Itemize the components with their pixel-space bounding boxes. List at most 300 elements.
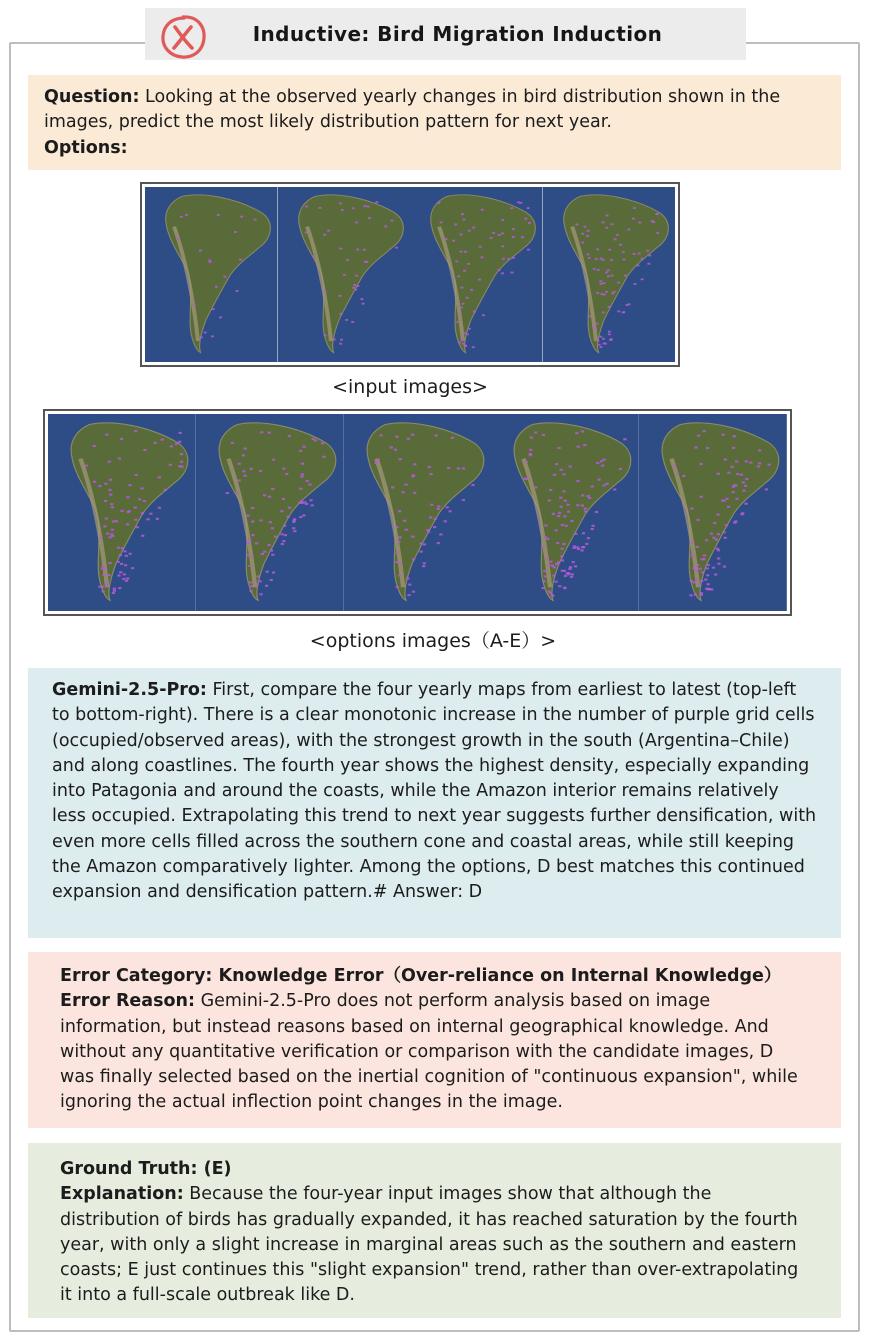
bird-observation-dot [259, 519, 262, 521]
bird-observation-dot [111, 529, 114, 531]
page-title: Inductive: Bird Migration Induction [252, 22, 663, 46]
bird-observation-dot [706, 447, 709, 449]
bird-observation-dot [304, 232, 307, 234]
bird-observation-dot [267, 432, 270, 434]
bird-observation-dot [740, 474, 743, 476]
bird-observation-dot [423, 543, 426, 545]
bird-observation-dot [204, 332, 207, 334]
bird-observation-dot [437, 505, 440, 507]
bird-observation-dot [175, 443, 178, 445]
bird-observation-dot [270, 527, 273, 529]
bird-observation-dot [548, 590, 551, 592]
bird-observation-dot [248, 539, 251, 541]
bird-observation-dot [391, 486, 394, 488]
bird-observation-dot [398, 574, 401, 576]
bird-observation-dot [481, 256, 484, 258]
bird-observation-dot [632, 207, 635, 209]
bird-observation-dot [638, 222, 641, 224]
bird-observation-dot [637, 253, 640, 255]
bird-observation-dot [583, 226, 586, 228]
bird-observation-dot [632, 253, 635, 255]
bird-observation-dot [450, 437, 453, 439]
bird-observation-dot [239, 259, 242, 261]
bird-observation-dot [413, 463, 416, 465]
bird-observation-dot [597, 344, 600, 346]
bird-observation-dot [411, 475, 414, 477]
bird-observation-dot [694, 594, 697, 596]
bird-observation-dot [559, 585, 562, 587]
bird-observation-dot [743, 490, 746, 492]
bird-observation-dot [599, 346, 602, 348]
bird-observation-dot [309, 499, 312, 501]
bird-observation-dot [622, 311, 625, 313]
bird-observation-dot [581, 430, 584, 432]
bird-observation-dot [154, 442, 157, 444]
bird-observation-dot [462, 343, 465, 345]
question-text: Looking at the observed yearly changes in bird distribution shown in the images, predict the most likely distribution pattern for next year. [44, 87, 781, 133]
bird-observation-dot [246, 542, 249, 544]
bird-observation-dot [700, 463, 703, 465]
bird-observation-dot [575, 533, 578, 535]
bird-observation-dot [511, 272, 514, 274]
bird-observation-dot [607, 331, 610, 333]
bird-observation-dot [542, 434, 545, 436]
bird-observation-dot [550, 561, 553, 563]
bird-observation-dot [433, 518, 436, 520]
bird-observation-dot [463, 332, 466, 334]
bird-observation-dot [395, 526, 398, 528]
bird-observation-dot [696, 546, 699, 548]
bird-observation-dot [433, 526, 436, 528]
bird-observation-dot [718, 563, 721, 565]
bird-observation-dot [552, 513, 555, 515]
bird-observation-dot [605, 215, 608, 217]
bird-observation-dot [697, 435, 700, 437]
bird-observation-dot [374, 462, 377, 464]
bird-observation-dot [561, 555, 564, 557]
bird-observation-dot [118, 587, 121, 589]
bird-observation-dot [143, 500, 146, 502]
bird-observation-dot [682, 475, 685, 477]
bird-observation-dot [757, 465, 760, 467]
bird-observation-dot [478, 279, 481, 281]
bird-observation-dot [135, 474, 138, 476]
bird-observation-dot [582, 532, 585, 534]
input-images-caption: <input images> [332, 376, 488, 398]
bird-observation-dot [180, 461, 183, 463]
bird-observation-dot [457, 321, 460, 323]
bird-observation-dot [375, 201, 378, 203]
bird-observation-dot [443, 520, 446, 522]
options-label: Options: [44, 137, 128, 158]
bird-observation-dot [704, 579, 707, 581]
bird-observation-dot [599, 336, 602, 338]
bird-observation-dot [555, 581, 558, 583]
bird-observation-dot [577, 546, 580, 548]
bird-observation-dot [265, 585, 268, 587]
bird-observation-dot [698, 584, 701, 586]
bird-observation-dot [461, 338, 464, 340]
explanation-text: Because the four-year input images show that although the distribution of birds has gradually expanded, it has reached saturation by the fourth year, with only a slight increase in marginal areas such as the southern and eastern coasts; E just continues this "slight expansion" trend, rather than over-extrapolating it into a full-scale outbreak like D. [60, 1184, 799, 1306]
bird-observation-dot [93, 445, 96, 447]
bird-observation-dot [120, 438, 123, 440]
bird-observation-dot [596, 340, 599, 342]
bird-observation-dot [292, 527, 295, 529]
bird-observation-dot [327, 230, 330, 232]
bird-observation-dot [272, 459, 275, 461]
bird-observation-dot [411, 591, 414, 593]
bird-observation-dot [323, 334, 326, 336]
bird-observation-dot [498, 269, 501, 271]
bird-observation-dot [161, 439, 164, 441]
model-label: Gemini-2.5-Pro: [52, 680, 207, 700]
bird-observation-dot [712, 567, 715, 569]
bird-observation-dot [259, 470, 262, 472]
input-map-3 [410, 187, 543, 362]
bird-observation-dot [724, 537, 727, 539]
bird-observation-dot [463, 270, 466, 272]
bird-observation-dot [292, 521, 295, 523]
bird-observation-dot [563, 570, 566, 572]
bird-observation-dot [705, 539, 708, 541]
bird-observation-dot [413, 492, 416, 494]
bird-observation-dot [512, 228, 515, 230]
bird-observation-dot [716, 548, 719, 550]
bird-observation-dot [676, 472, 679, 474]
error-analysis-box [28, 952, 841, 1128]
bird-observation-dot [103, 525, 106, 527]
bird-observation-dot [259, 593, 262, 595]
bird-observation-dot [542, 546, 545, 548]
bird-observation-dot [701, 571, 704, 573]
bird-observation-dot [406, 438, 409, 440]
bird-observation-dot [706, 574, 709, 576]
bird-observation-dot [510, 207, 513, 209]
bird-observation-dot [105, 584, 108, 586]
bird-observation-dot [110, 503, 113, 505]
bird-observation-dot [379, 434, 382, 436]
bird-observation-dot [565, 525, 568, 527]
bird-observation-dot [126, 577, 129, 579]
bird-observation-dot [455, 260, 458, 262]
bird-observation-dot [592, 525, 595, 527]
bird-observation-dot [430, 504, 433, 506]
bird-observation-dot [235, 492, 238, 494]
bird-observation-dot [112, 592, 115, 594]
bird-observation-dot [461, 213, 464, 215]
bird-observation-dot [108, 461, 111, 463]
bird-observation-dot [169, 464, 172, 466]
bird-observation-dot [185, 214, 188, 216]
bird-observation-dot [741, 513, 744, 515]
bird-observation-dot [502, 258, 505, 260]
bird-observation-dot [269, 579, 272, 581]
bird-observation-dot [569, 566, 572, 568]
bird-observation-dot [700, 496, 703, 498]
bird-observation-dot [700, 580, 703, 582]
bird-observation-dot [723, 531, 726, 533]
bird-observation-dot [351, 321, 354, 323]
bird-observation-dot [564, 515, 567, 517]
bird-observation-dot [404, 529, 407, 531]
bird-observation-dot [419, 543, 422, 545]
bird-observation-dot [125, 555, 128, 557]
bird-observation-dot [138, 498, 141, 500]
bird-observation-dot [102, 574, 105, 576]
bird-observation-dot [470, 289, 473, 291]
bird-observation-dot [692, 567, 695, 569]
bird-observation-dot [524, 478, 527, 480]
bird-observation-dot [302, 514, 305, 516]
bird-observation-dot [567, 511, 570, 513]
bird-observation-dot [101, 565, 104, 567]
bird-observation-dot [464, 251, 467, 253]
bird-observation-dot [211, 335, 214, 337]
bird-observation-dot [640, 278, 643, 280]
bird-observation-dot [736, 473, 739, 475]
bird-observation-dot [570, 576, 573, 578]
bird-observation-dot [530, 437, 533, 439]
option-map-4 [491, 414, 639, 611]
bird-observation-dot [108, 562, 111, 564]
bird-observation-dot [445, 238, 448, 240]
bird-observation-dot [282, 498, 285, 500]
bird-observation-dot [113, 588, 116, 590]
bird-observation-dot [260, 431, 263, 433]
bird-observation-dot [596, 248, 599, 250]
bird-observation-dot [586, 230, 589, 232]
bird-observation-dot [242, 454, 245, 456]
bird-observation-dot [361, 303, 364, 305]
bird-observation-dot [460, 251, 463, 253]
bird-observation-dot [587, 257, 590, 259]
bird-observation-dot [180, 216, 183, 218]
bird-observation-dot [345, 319, 348, 321]
bird-observation-dot [710, 533, 713, 535]
bird-observation-dot [223, 276, 226, 278]
bird-observation-dot [236, 290, 239, 292]
bird-observation-dot [208, 259, 211, 261]
bird-observation-dot [617, 282, 620, 284]
bird-observation-dot [457, 275, 460, 277]
bird-observation-dot [164, 489, 167, 491]
bird-observation-dot [353, 284, 356, 286]
bird-observation-dot [404, 484, 407, 486]
bird-observation-dot [606, 269, 609, 271]
bird-observation-dot [363, 205, 366, 207]
bird-observation-dot [170, 445, 173, 447]
bird-observation-dot [263, 551, 266, 553]
bird-observation-dot [408, 584, 411, 586]
model-answer-box [28, 668, 841, 938]
bird-observation-dot [452, 240, 455, 242]
bird-observation-dot [564, 587, 567, 589]
bird-observation-dot [212, 308, 215, 310]
bird-observation-dot [581, 494, 584, 496]
bird-observation-dot [237, 479, 240, 481]
bird-observation-dot [736, 498, 739, 500]
bird-observation-dot [398, 536, 401, 538]
bird-observation-dot [109, 494, 112, 496]
bird-observation-dot [577, 504, 580, 506]
bird-observation-dot [534, 486, 537, 488]
bird-observation-dot [434, 434, 437, 436]
bird-observation-dot [117, 574, 120, 576]
bird-observation-dot [270, 550, 273, 552]
bird-observation-dot [599, 258, 602, 260]
bird-observation-dot [544, 570, 547, 572]
bird-observation-dot [149, 513, 152, 515]
bird-observation-dot [624, 438, 627, 440]
options-image-strip [48, 414, 787, 611]
bird-observation-dot [745, 503, 748, 505]
bird-observation-dot [561, 548, 564, 550]
bird-observation-dot [118, 457, 121, 459]
bird-observation-dot [633, 283, 636, 285]
bird-observation-dot [158, 476, 161, 478]
bird-observation-dot [397, 541, 400, 543]
bird-observation-dot [607, 306, 610, 308]
bird-observation-dot [340, 209, 343, 211]
bird-observation-dot [472, 346, 475, 348]
bird-observation-dot [460, 307, 463, 309]
bird-observation-dot [360, 298, 363, 300]
bird-observation-dot [250, 585, 253, 587]
bird-observation-dot [690, 580, 693, 582]
bird-observation-dot [482, 314, 485, 316]
bird-observation-dot [356, 285, 359, 287]
bird-observation-dot [712, 537, 715, 539]
bird-observation-dot [691, 542, 694, 544]
bird-observation-dot [340, 339, 343, 341]
bird-observation-dot [749, 462, 752, 464]
bird-observation-dot [115, 520, 118, 522]
bird-observation-dot [549, 489, 552, 491]
bird-observation-dot [312, 255, 315, 257]
bird-observation-dot [603, 484, 606, 486]
bird-observation-dot [601, 465, 604, 467]
bird-observation-dot [261, 553, 264, 555]
bird-observation-dot [113, 590, 116, 592]
bird-observation-dot [501, 233, 504, 235]
bird-observation-dot [119, 571, 122, 573]
bird-observation-dot [595, 511, 598, 513]
bird-observation-dot [555, 529, 558, 531]
bird-observation-dot [321, 442, 324, 444]
bird-observation-dot [401, 491, 404, 493]
bird-observation-dot [462, 303, 465, 305]
bird-observation-dot [623, 275, 626, 277]
bird-observation-dot [534, 431, 537, 433]
bird-observation-dot [581, 504, 584, 506]
bird-observation-dot [647, 263, 650, 265]
bird-observation-dot [600, 460, 603, 462]
bird-observation-dot [468, 230, 471, 232]
bird-observation-dot [606, 483, 609, 485]
bird-observation-dot [723, 566, 726, 568]
bird-observation-dot [141, 535, 144, 537]
bird-observation-dot [339, 343, 342, 345]
bird-observation-dot [124, 564, 127, 566]
bird-observation-dot [521, 236, 524, 238]
bird-observation-dot [524, 218, 527, 220]
bird-observation-dot [501, 245, 504, 247]
bird-observation-dot [733, 484, 736, 486]
bird-observation-dot [604, 271, 607, 273]
bird-observation-dot [143, 449, 146, 451]
bird-observation-dot [243, 475, 246, 477]
bird-observation-dot [612, 291, 615, 293]
bird-observation-dot [141, 512, 144, 514]
bird-observation-dot [284, 534, 287, 536]
bird-observation-dot [367, 217, 370, 219]
bird-observation-dot [707, 583, 710, 585]
bird-observation-dot [702, 558, 705, 560]
bird-observation-dot [288, 507, 291, 509]
bird-observation-dot [209, 261, 212, 263]
input-image-strip [145, 187, 675, 362]
bird-observation-dot [573, 545, 576, 547]
bird-observation-dot [454, 224, 457, 226]
bird-observation-dot [586, 254, 589, 256]
bird-observation-dot [640, 258, 643, 260]
bird-observation-dot [571, 573, 574, 575]
bird-observation-dot [302, 446, 305, 448]
bird-observation-dot [745, 478, 748, 480]
bird-observation-dot [219, 317, 222, 319]
input-map-2 [278, 187, 411, 362]
bird-observation-dot [123, 573, 126, 575]
bird-observation-dot [460, 234, 463, 236]
bird-observation-dot [601, 338, 604, 340]
bird-observation-dot [318, 207, 321, 209]
bird-observation-dot [283, 525, 286, 527]
bird-observation-dot [530, 449, 533, 451]
bird-observation-dot [560, 497, 563, 499]
bird-observation-dot [564, 575, 567, 577]
bird-observation-dot [248, 565, 251, 567]
red-x-circle-icon [157, 12, 209, 62]
bird-observation-dot [240, 216, 243, 218]
bird-observation-dot [399, 563, 402, 565]
bird-observation-dot [366, 206, 369, 208]
bird-observation-dot [501, 272, 504, 274]
bird-observation-dot [134, 519, 137, 521]
bird-observation-dot [271, 554, 274, 556]
bird-observation-dot [246, 554, 249, 556]
bird-observation-dot [231, 442, 234, 444]
bird-observation-dot [581, 242, 584, 244]
bird-observation-dot [140, 487, 143, 489]
error-category: Error Category: Knowledge Error（Over-reliance on Internal Knowledge） [60, 966, 782, 986]
bird-observation-dot [632, 218, 635, 220]
bird-observation-dot [117, 561, 120, 563]
bird-observation-dot [119, 554, 122, 556]
bird-observation-dot [742, 481, 745, 483]
bird-observation-dot [467, 263, 470, 265]
bird-observation-dot [558, 447, 561, 449]
bird-observation-dot [237, 463, 240, 465]
bird-observation-dot [460, 287, 463, 289]
bird-observation-dot [122, 578, 125, 580]
bird-observation-dot [525, 461, 528, 463]
bird-observation-dot [104, 483, 107, 485]
bird-observation-dot [398, 458, 401, 460]
bird-observation-dot [120, 510, 123, 512]
bird-observation-dot [178, 465, 181, 467]
bird-observation-dot [546, 557, 549, 559]
input-images [140, 182, 680, 367]
